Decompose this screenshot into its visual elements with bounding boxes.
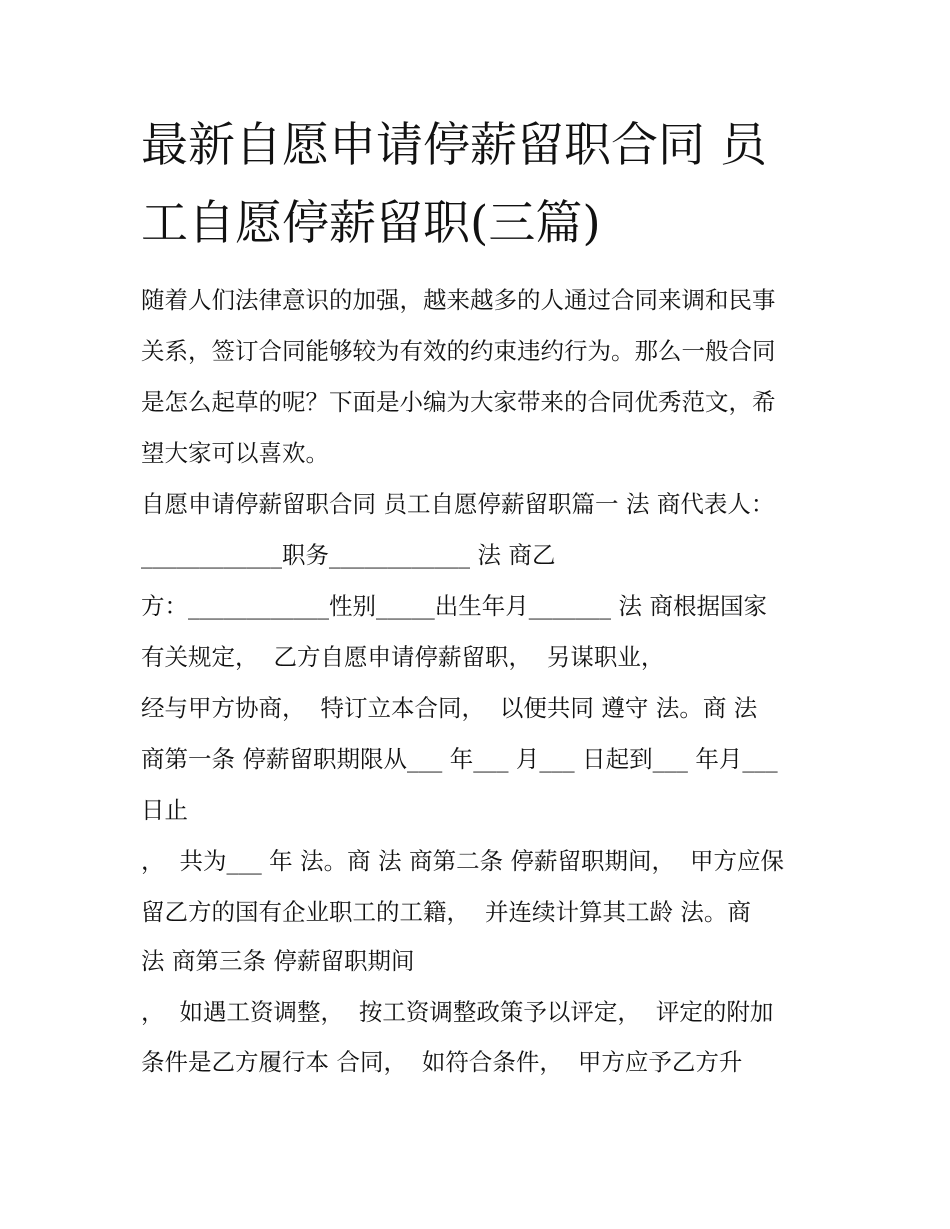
body-line-4: 望大家可以喜欢。 xyxy=(141,439,329,467)
body-line-7: 方：____________性别_____出生年月_______ 法 商根据国家 xyxy=(141,592,767,620)
body-line-11: 日止 xyxy=(141,796,188,824)
body-line-10: 商第一条 停薪留职期限从___ 年___ 月___ 日起到___ 年月___ xyxy=(141,745,778,773)
body-line-6: ____________职务____________ 法 商乙 xyxy=(141,541,556,569)
document-title-line-2: 工自愿停薪留职(三篇) xyxy=(141,196,601,251)
body-line-9: 经与甲方协商， 特订立本合同， 以便共同 遵守 法。商 法 xyxy=(141,694,758,722)
body-line-1: 随着人们法律意识的加强，越来越多的人通过合同来调和民事 xyxy=(141,286,776,314)
body-line-13: 留乙方的国有企业职工的工籍， 并连续计算其工龄 法。商 xyxy=(141,898,751,926)
body-line-12: ， 共为___ 年 法。商 法 商第二条 停薪留职期间， 甲方应保 xyxy=(141,847,784,875)
body-line-2: 关系，签订合同能够较为有效的约束违约行为。那么一般合同 xyxy=(141,337,776,365)
body-line-5: 自愿申请停薪留职合同 员工自愿停薪留职篇一 法 商代表人： xyxy=(141,490,775,518)
body-line-16: 条件是乙方履行本 合同， 如符合条件， 甲方应予乙方升 xyxy=(141,1048,743,1076)
body-line-8: 有关规定， 乙方自愿申请停薪留职， 另谋职业， xyxy=(141,643,665,671)
body-line-15: ， 如遇工资调整， 按工资调整政策予以评定， 评定的附加 xyxy=(141,998,774,1026)
document-title-line-1: 最新自愿申请停薪留职合同 员 xyxy=(141,118,767,173)
body-line-3: 是怎么起草的呢？下面是小编为大家带来的合同优秀范文，希 xyxy=(141,388,776,416)
body-line-14: 法 商第三条 停薪留职期间 xyxy=(141,947,415,975)
